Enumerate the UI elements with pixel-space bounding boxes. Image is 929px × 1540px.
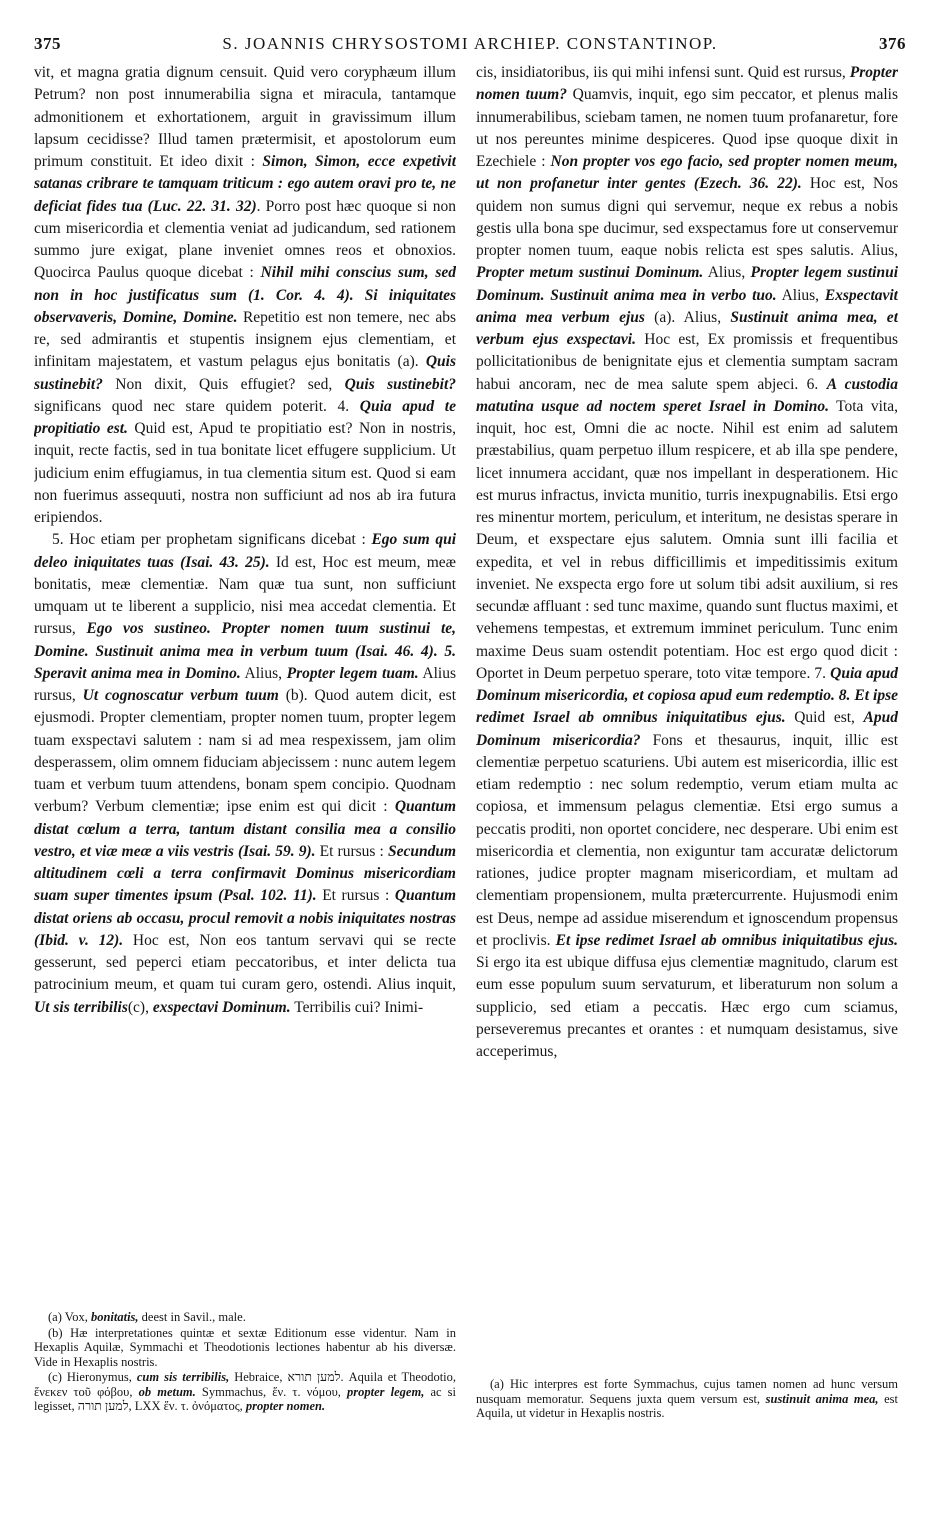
text-run: (a) Hic interpres est forte Symmachus, cujus tamen nomen ad hunc versum nusquam memoratur. Sequens juxta quem versum est, <box>476 1377 898 1406</box>
italic-run: ob metum. <box>138 1384 196 1399</box>
left-paragraph-2 <box>34 529 456 1019</box>
italic-run: bonitatis, <box>90 1310 139 1324</box>
italic-run: Quis sustinebit? <box>344 375 456 393</box>
italic-run: sustinuit anima mea, <box>765 1391 879 1406</box>
footnote-c <box>34 1370 456 1414</box>
text-run: Hoc est, Ex promissis et frequentibus pollicitationibus de benignitate ejus et clementia sumptam sacram habui ancoram, nec de mea salute spem abjeci. 6. <box>476 331 898 393</box>
italic-run: Ut sis terribilis <box>34 998 128 1016</box>
text-run: Alius, <box>776 286 825 304</box>
text-run: Fons et thesaurus, inquit, illic est clementiæ perpetuo scaturiens. Ubi autem est misericordia, illic est etiam redemptio : nec solum redemptio, verum etiam multa ac copiosa, et immensum pelagus clementiæ. Etsi ergo sumus a peccatis proditi, non oportet concidere, nec desperare. Ubi enim est misericordia et clementia, non exiguntur tam accuratæ delictorum rationes, judice propter magnam misericordiam, et multam ad clementiam propensionem, multa prætercurrente. Hujusmodi enim est Deus, nempe ad assidue miserendum et ignoscendum propensus et proclivis. <box>476 731 898 949</box>
left-footnotes <box>34 1310 456 1414</box>
text-run: (c) Hieronymus, <box>48 1370 137 1384</box>
italic-run: Nihil mihi conscius sum, sed non in hoc justificatus sum (1. Cor. 4. 4). Si iniquitates observaveris, Domine, Domine. <box>34 264 456 326</box>
footnote-a <box>34 1310 456 1325</box>
text-run: Hebraice, למען תורא. Aquila et Theodotio, ἕνεκεν τοῦ φόβου, <box>34 1370 457 1399</box>
text-run: Hoc est, Nos quidem non sumus digni qui servemur, neque ex rebus a nobis gestis ulla bona spe ducimur, sed exspectamus fore ut conservemur propter nomen tuum, eaque nobis relicta est spes salutis. Alius, <box>476 175 898 259</box>
right-column-body <box>476 62 898 1365</box>
text-run: (a). Alius, <box>644 308 731 326</box>
italic-run: Apud Dominum misericordia? <box>476 709 898 749</box>
italic-run: Propter nomen tuum? <box>476 64 898 104</box>
text-run: Symmachus, ἕν. τ. νόμου, <box>195 1384 348 1399</box>
text-run: Tota vita, inquit, hoc est, Omni die ac nocte. Nihil est enim ad salutem præstabilius, quam perpetuo illum respicere, et ab illa spe pendere, licet innumera accidant, quæ nos impellant in desperationem. Hic est murus infractus, invicta munitio, turris inexpugnabilis. Etsi ergo res minentur mortem, periculum, et interitum, ne desistas sperare in Deum, et exspectare ejus salutem. Omnia sunt illi facilia et expedita, et vel in rebus difficillimis et impeditissimis exitum inveniet. Ne exspecta ergo fore ut solum tibi adsit auxilium, si res secundæ affluant : sed tunc maxime, quando sunt fluctus maximi, et vehemens tempestas, et extremum imminet periculum. Tunc enim maxime Deus suam ostendit potentiam. Hoc est ergo quod dicit : Oportet in Deum perpetuo sperare, toto vitæ tempore. 7. <box>476 397 898 682</box>
italic-run: propter nomen. <box>245 1399 326 1413</box>
text-run: ac si legisset, למען תורה, LXX ἕν. τ. ὀνόματος, <box>34 1384 457 1413</box>
italic-run: Quia apud Dominum misericordia, et copiosa apud eum redemptio. 8. Et ipse redimet Israel ab omnibus iniquitatibus ejus. <box>476 664 898 727</box>
italic-run: Simon, Simon, ecce expetivit satanas cribrare te tamquam triticum : ego autem oravi pro te, ne deficiat fides tua (Luc. 22. 31. 32) <box>34 153 456 215</box>
text-run: est Aquila, ut videtur in Hexaplis nostris. <box>476 1391 898 1420</box>
right-paragraph-1 <box>476 62 898 1063</box>
page-number-left: 375 <box>34 34 61 53</box>
text-run: Quamvis, inquit, ego sim peccator, et plenus malis innumerabilibus, sciebam tamen, ne nomen tuum profanaretur, fore ut nos pereuntes minime despiceres. Quod ipse quoque dixit in Ezechiele : <box>476 86 898 170</box>
italic-run: Propter legem sustinui Dominum. Sustinuit anima mea in verbo tuo. <box>476 264 898 304</box>
italic-run: Propter metum sustinui Dominum. <box>476 264 704 282</box>
text-run: Id est, Hoc est meum, meæ bonitatis, meæ clementiæ. Nam quæ tua sunt, non sufficiunt umquam ut te liberent a supplicio, nisi mea accedat clementia. Et rursus, <box>34 553 456 638</box>
text-run: (a) Vox, <box>48 1310 91 1324</box>
text-run: Alius, <box>240 664 287 682</box>
text-run: Alius, <box>703 264 751 282</box>
italic-run: propter legem, <box>347 1384 425 1399</box>
text-run: Et rursus : <box>316 887 395 905</box>
italic-run: Quis sustinebit? <box>34 353 456 393</box>
italic-run: Quantum distat cœlum a terra, tantum distant consilia mea a consilio vestro, et viæ meæ a viis vestris (Isai. 59. 9). <box>34 798 456 860</box>
text-run: cis, insidiatoribus, iis qui mihi infensi sunt. Quid est rursus, <box>476 64 850 81</box>
text-run: (b). Quod autem dicit, est ejusmodi. Propter clementiam, propter nomen tuum, propter legem tuam exspectavi salutem : nam si ad mea respexissem, jam olim desperassem, olim omnem fiduciam abjecissem : nunc autem legem tuam et verbum tuum attendens, bonam spem concipio. Quodnam verbum? Verbum clementiæ; ipse enim est qui dicit : <box>34 687 456 816</box>
text-run: 5. Hoc etiam per prophetam significans dicebat : <box>52 531 372 549</box>
footnote-b <box>34 1326 456 1370</box>
text-run: (b) Hæ interpretationes quintæ et sextæ Editionum esse videntur. Nam in Hexaplis Aquilæ, Symmachi et Theodotionis lectiones habentur ab his diversæ. Vide in Hexaplis nostris. <box>34 1325 456 1369</box>
text-run: Hoc est, Non eos tantum servavi qui se recte gesserunt, sed peperci etiam peccatoribus, et inter delicta tua patrocinium meum, et quam tui curam gero, ostendi. Alius inquit, <box>34 931 456 994</box>
text-run: deest in Savil., male. <box>138 1310 246 1324</box>
italic-run: Ego vos sustineo. Propter nomen tuum sustinui te, Domine. Sustinuit anima mea in verbum tuum (Isai. 46. 4). 5. Speravit anima mea in Domino. <box>34 620 456 682</box>
italic-run: exspectavi Dominum. <box>152 998 291 1016</box>
right-column <box>476 62 898 1422</box>
italic-run: Quia apud te propitiatio est. <box>34 397 456 437</box>
text-run: significans quod nec stare quidem poterit. 4. <box>34 397 360 415</box>
italic-run: Sustinuit anima mea, et verbum ejus exspectavi. <box>476 308 898 348</box>
page-number-right: 376 <box>879 34 906 53</box>
italic-run: Quantum distat oriens ab occasu, procul removit a nobis iniquitates nostras (Ibid. v. 12). <box>34 887 456 949</box>
running-header <box>34 34 906 56</box>
italic-run: Ut cognoscatur verbum tuum <box>82 687 279 704</box>
left-paragraph-1 <box>34 62 456 529</box>
italic-run: Et ipse redimet Israel ab omnibus iniquitatibus ejus. <box>555 931 898 949</box>
running-title: S. JOANNIS CHRYSOSTOMI ARCHIEP. CONSTANTINOP. <box>222 34 718 53</box>
italic-run: Secundum altitudinem cœli a terra confirmavit Dominus misericordiam suam super timentes ipsum (Psal. 102. 11). <box>34 842 456 905</box>
text-run: Si ergo ita est ubique diffusa ejus clementiæ magnitudo, clarum est eum esse populum suum servaturum, et liberaturum non solum a supplicio, sed etiam a peccatis. Hæc ergo cum sciamus, perseveremus precantes et orantes : et numquam desistamus, sive acceperimus, <box>476 954 898 1060</box>
right-footnotes <box>476 1377 898 1421</box>
italic-run: cum sis terribilis, <box>136 1370 230 1384</box>
footnote-right-a <box>476 1377 898 1421</box>
left-column-body <box>34 62 456 1298</box>
text-run: vit, et magna gratia dignum censuit. Quid vero coryphæum illum Petrum? non post innumerabilia signa et miracula, tantamque admonitionem et exhortationem, arguit in gravissimum illum lapsum cecidisse? Illud tamen prætermisit, et apostolorum eum primum constituit. Et ideo dixit : <box>34 64 456 170</box>
text-run: Repetitio est non temere, nec abs re, sed admirantis et stupentis insignem ejus clementiam, et infinitam majestatem, et vastum pelagus ejus bonitatis (a). <box>34 308 456 371</box>
text-run: Et rursus : <box>315 842 388 860</box>
italic-run: Non propter vos ego facio, sed propter nomen meum, ut non profanetur inter gentes (Ezech. 36. 22). <box>476 153 898 193</box>
text-run: Non dixit, Quis effugiet? sed, <box>102 375 345 393</box>
text-run: Quid est, Apud te propitiatio est? Non in nostris, inquit, recte factis, sed in tua bonitate licet effugere supplicium. Ut judicium enim effugiamus, in tua clementia situm est. Quod si eam non fuerimus assequuti, nostra non sufficiunt ad nos ab ira futura eripiendos. <box>34 420 456 526</box>
text-run: Alius rursus, <box>34 664 456 704</box>
text-run: . Porro post hæc quoque si non cum misericordia et clementia veniat ad judicandum, sed rationem summo jure exigat, plane inveniet omnes reos et obnoxios. Quocirca Paulus quoque dicebat : <box>34 197 456 282</box>
text-run: (c), <box>127 998 153 1016</box>
italic-run: A custodia matutina usque ad noctem speret Israel in Domino. <box>476 375 898 415</box>
text-run: Terribilis cui? Inimi- <box>290 998 424 1016</box>
italic-run: Propter legem tuam. <box>286 664 419 682</box>
left-column <box>34 62 456 1415</box>
text-run: Quid est, <box>785 709 864 727</box>
italic-run: Exspectavit anima mea verbum ejus <box>476 286 898 326</box>
italic-run: Ego sum qui deleo iniquitates tuas (Isai. 43. 25). <box>34 531 456 571</box>
